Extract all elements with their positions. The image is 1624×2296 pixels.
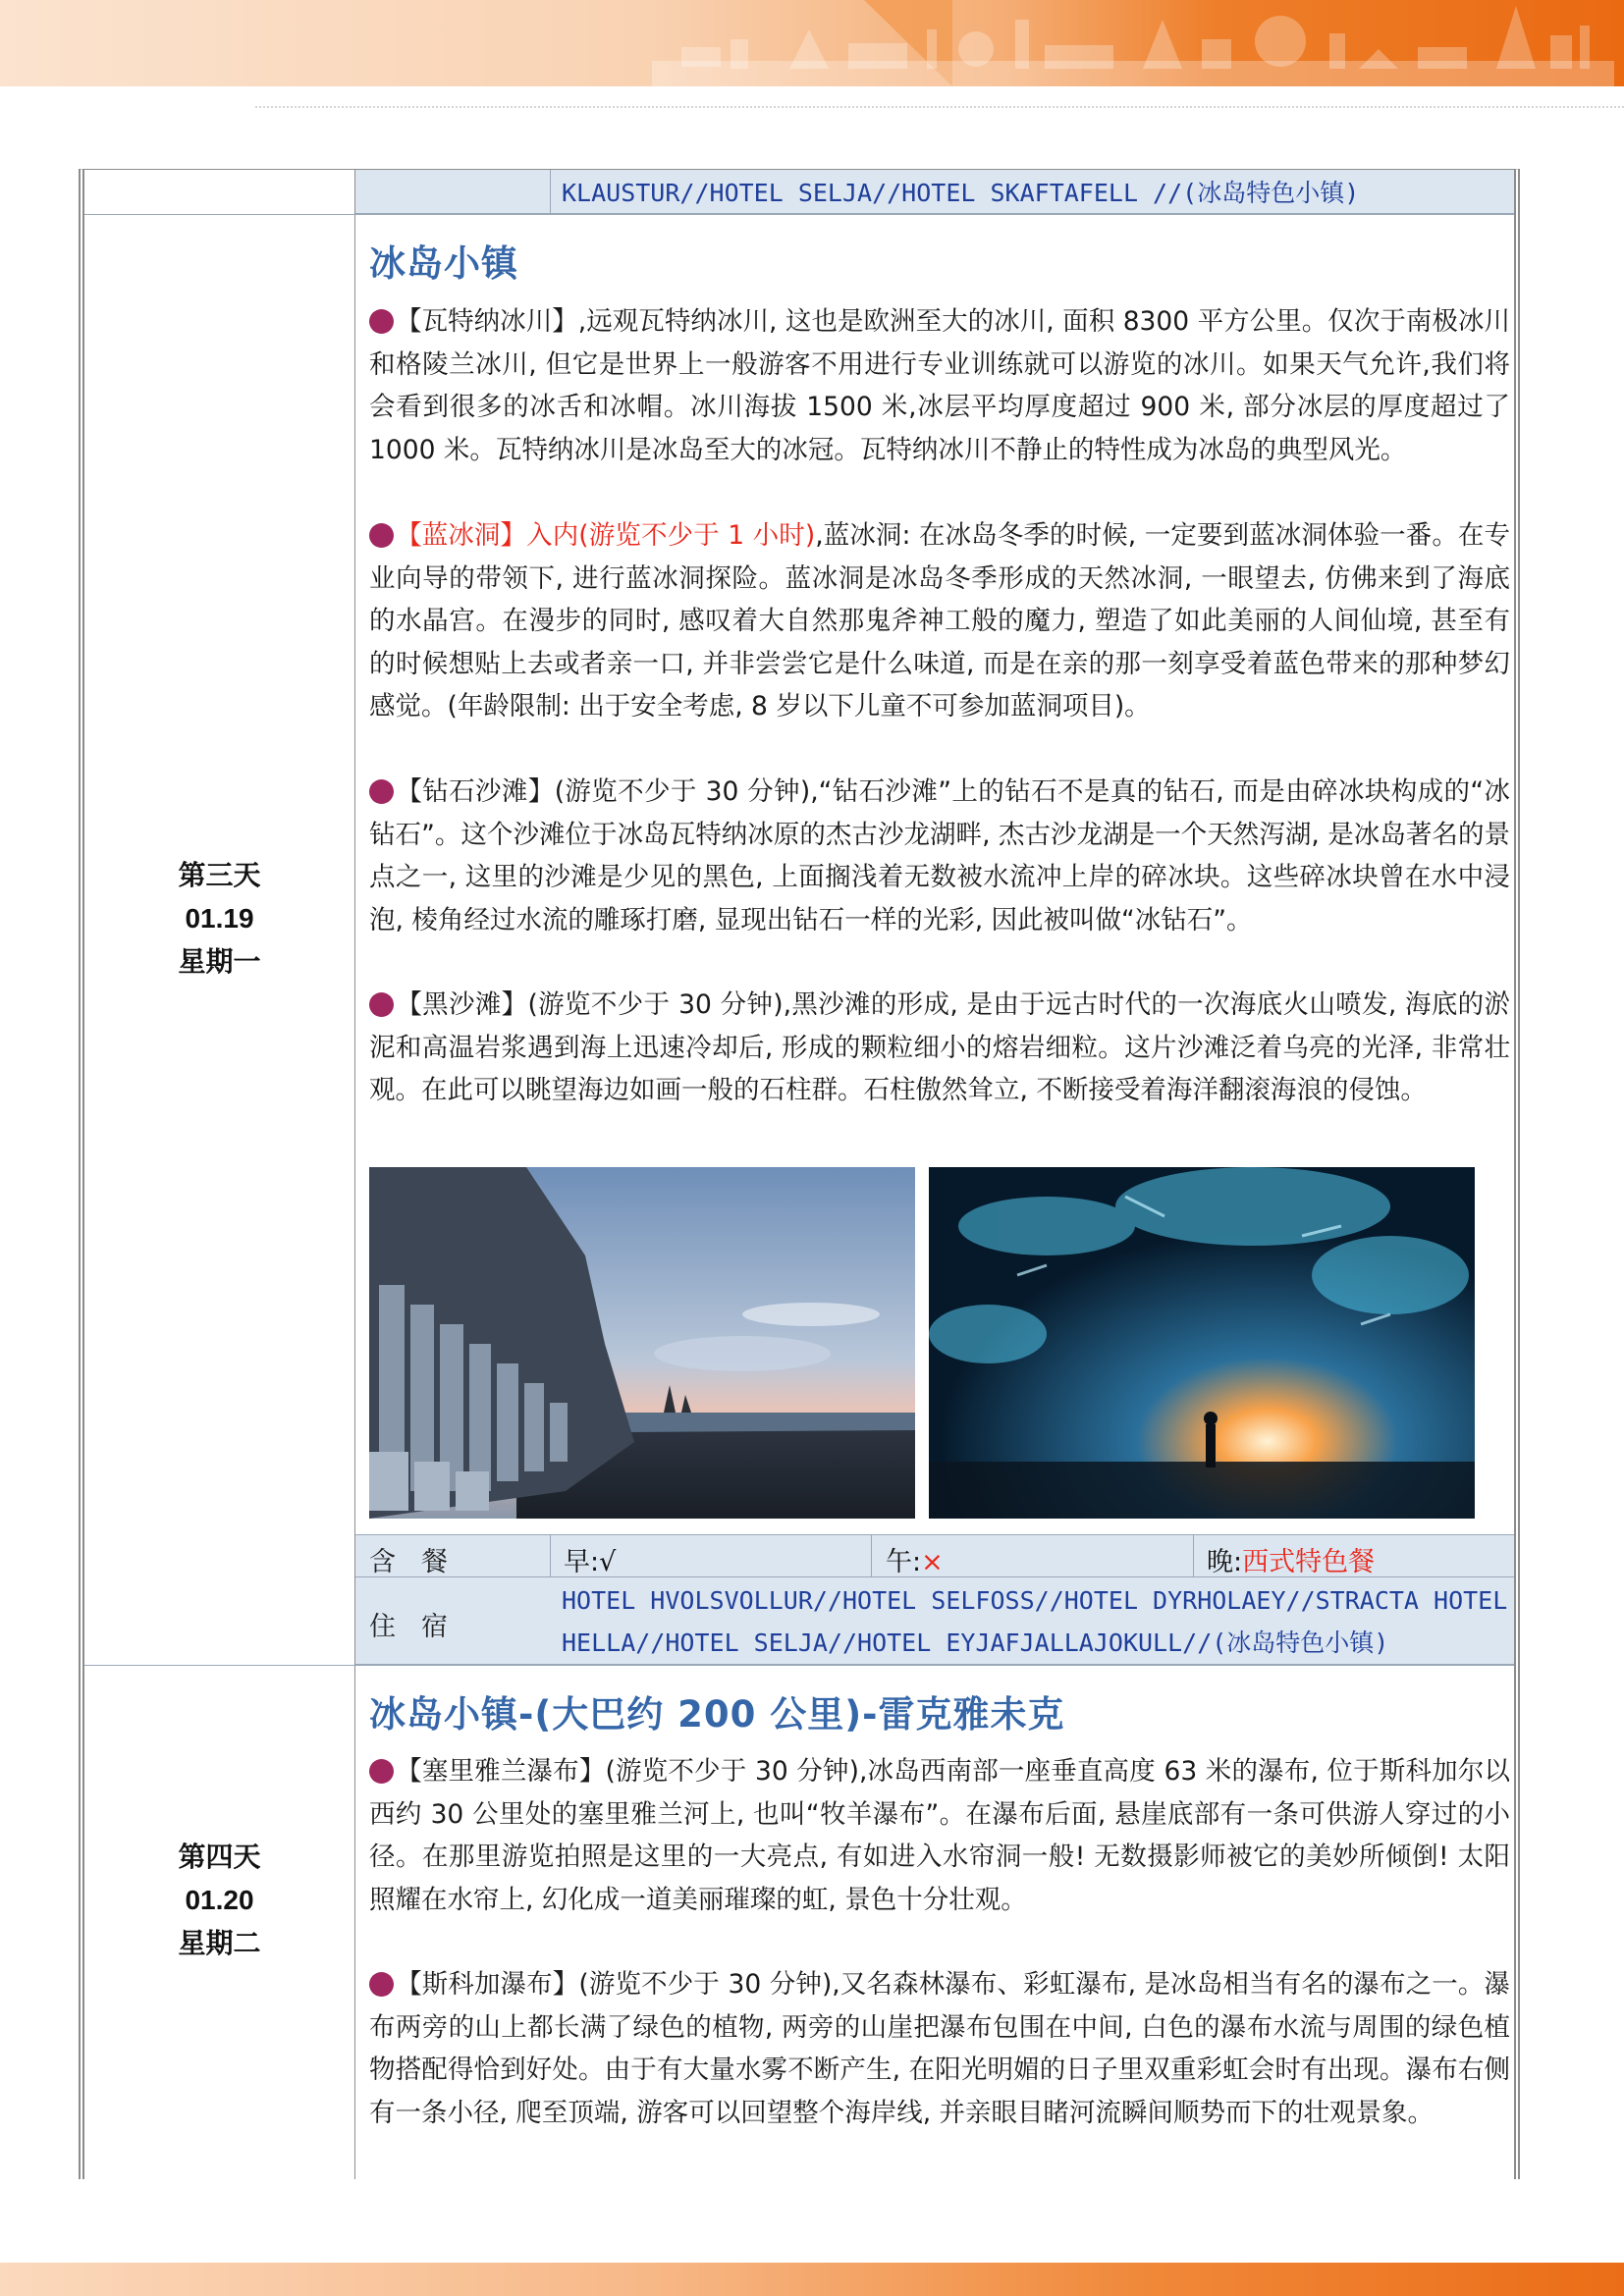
day4-title: 冰岛小镇-(大巴约 200 公里)-雷克雅未克	[369, 1693, 1065, 1735]
bullet-icon	[369, 992, 394, 1017]
lunch	[886, 1540, 944, 1578]
prev-lodging-hotels: KLAUSTUR//HOTEL SELJA//HOTEL SKAFTAFELL //(冰岛特色小镇)	[562, 179, 1360, 207]
item-name: 【蓝冰洞】	[396, 520, 527, 551]
row-divider	[84, 214, 1514, 215]
day3-item-2	[369, 514, 1510, 728]
day3-title: 冰岛小镇	[369, 242, 518, 285]
item-text: (游览不少于 30 分钟),冰岛西南部一座垂直高度 63 米的瀑布, 位于斯科加尔以西约 30 公里处的塞里雅兰河上, 也叫“牧羊瀑布”。在瀑布后面, 悬崖底部有一条可供游人穿过的小径。在那里游览拍照是这里的一大亮点, 有如进入水帘洞一般! 无数摄影师被它的美妙所倾倒! 太阳照耀在水帘上, 幻化成一道美丽璀璨的虹, 景色十分壮观。	[369, 1756, 1510, 1915]
lodging-label: 住宿	[369, 1612, 473, 1642]
dinner	[1207, 1540, 1375, 1578]
breakfast-label: 早:	[564, 1547, 600, 1577]
bullet-icon	[369, 1972, 394, 1997]
basalt-beach-photo	[369, 1167, 915, 1519]
item-name: 【斯科加瀑布】	[396, 1969, 579, 2000]
bullet-icon	[369, 1759, 394, 1784]
cell-divider	[550, 170, 551, 214]
cell-divider	[871, 1535, 872, 1577]
bullet-icon	[369, 523, 394, 548]
cell-divider	[1193, 1535, 1194, 1577]
lodging-hotels-line1: HOTEL HVOLSVOLLUR//HOTEL SELFOSS//HOTEL DYRHOLAEY//STRACTA HOTEL	[562, 1586, 1508, 1615]
item-name: 【黑沙滩】	[396, 989, 528, 1020]
lunch-value: ×	[921, 1547, 944, 1577]
item-note: 入内(游览不少于 1 小时)	[526, 520, 816, 551]
city-skyline-icon	[652, 0, 1614, 86]
dinner-label: 晚:	[1207, 1547, 1243, 1577]
day3-day: 第三天	[178, 860, 261, 890]
item-text: (游览不少于 30 分钟),又名森林瀑布、彩虹瀑布, 是冰岛相当有名的瀑布之一。瀑布两旁的山上都长满了绿色的植物, 两旁的山崖把瀑布包围在中间, 白色的瀑布水流与周围的绿色植物搭配得恰到好处。由于有大量水雾不断产生, 在阳光明媚的日子里双重彩虹会时有出现。瀑布右侧有一条小径, 爬至顶端, 游客可以回望整个海岸线, 并亲眼目睹河流瞬间顺势而下的壮观景象。	[369, 1969, 1510, 2128]
item-name: 【钻石沙滩】	[396, 776, 555, 807]
footer-banner	[0, 2263, 1624, 2296]
lodging-hotels-line2: HELLA//HOTEL SELJA//HOTEL EYJAFJALLAJOKULL//(冰岛特色小镇)	[562, 1629, 1389, 1657]
lunch-label: 午:	[886, 1547, 922, 1577]
item-text: (游览不少于 30 分钟),黑沙滩的形成, 是由于远古时代的一次海底火山喷发, 海底的淤泥和高温岩浆遇到海上迅速冷却后, 形成的颗粒细小的熔岩细粒。这片沙滩泛着乌亮的光泽, 非常壮观。在此可以眺望海边如画一般的石柱群。石柱傲然耸立, 不断接受着海洋翻滚海浪的侵蚀。	[369, 989, 1510, 1106]
item-text: ,蓝冰洞: 在冰岛冬季的时候, 一定要到蓝冰洞体验一番。在专业向导的带领下, 进行蓝冰洞探险。蓝冰洞是冰岛冬季形成的天然冰洞, 一眼望去, 仿佛来到了海底的水晶宫。在漫步的同时, 感叹着大自然那鬼斧神工般的魔力, 塑造了如此美丽的人间仙境, 甚至有的时候想贴上去或者亲一口, 并非尝尝它是什么味道, 而是在亲的那一刻享受着蓝色带来的那种梦幻感觉。(年龄限制: 出于安全考虑, 8 岁以下儿童不可参加蓝洞项目)。	[369, 520, 1511, 722]
item-text: ,远观瓦特纳冰川, 这也是欧洲至大的冰川, 面积 8300 平方公里。仅次于南极冰川和格陵兰冰川, 但它是世界上一般游客不用进行专业训练就可以游览的冰川。如果天气允许,我们将会看到很多的冰舌和冰帽。冰川海拔 1500 米,冰层平均厚度超过 900 米, 部分冰层的厚度超过了 1000 米。瓦特纳冰川是冰岛至大的冰冠。瓦特纳冰川不静止的特性成为冰岛的典型风光。	[369, 306, 1510, 465]
bullet-icon	[369, 779, 394, 804]
day4-item-2	[369, 1963, 1510, 2134]
day3-date: 01.19	[185, 903, 254, 934]
bullet-icon	[369, 309, 394, 334]
ice-cave-photo	[929, 1167, 1475, 1519]
breakfast	[564, 1540, 616, 1578]
day3-item-4	[369, 984, 1510, 1112]
day-column-divider	[354, 169, 355, 2179]
day3-weekday: 星期一	[178, 946, 261, 977]
meals-label: 含餐	[369, 1547, 473, 1577]
day3-label	[84, 854, 354, 984]
day4-day: 第四天	[178, 1842, 261, 1872]
header-banner	[0, 0, 1624, 86]
item-name: 【瓦特纳冰川】	[396, 306, 578, 337]
day4-label	[84, 1836, 354, 1965]
day4-weekday: 星期二	[178, 1928, 261, 1958]
day4-date: 01.20	[185, 1885, 254, 1915]
day4-item-1	[369, 1750, 1510, 1921]
item-text: (游览不少于 30 分钟),“钻石沙滩”上的钻石不是真的钻石, 而是由碎冰块构成的“冰钻石”。这个沙滩位于冰岛瓦特纳冰原的杰古沙龙湖畔, 杰古沙龙湖是一个天然泻湖, 是冰岛著名的景点之一, 这里的沙滩是少见的黑色, 上面搁浅着无数被水流冲上岸的碎冰块。这些碎冰块曾在水中浸泡, 棱角经过水流的雕琢打磨, 显现出钻石一样的光彩, 因此被叫做“冰钻石”。	[369, 776, 1511, 935]
item-name: 【塞里雅兰瀑布】	[396, 1756, 606, 1787]
row-divider	[84, 1665, 1514, 1666]
day3-item-3	[369, 771, 1510, 941]
breakfast-value: √	[599, 1547, 617, 1577]
dinner-value: 西式特色餐	[1242, 1547, 1376, 1577]
header-divider	[255, 106, 1624, 108]
day3-item-1	[369, 300, 1510, 471]
